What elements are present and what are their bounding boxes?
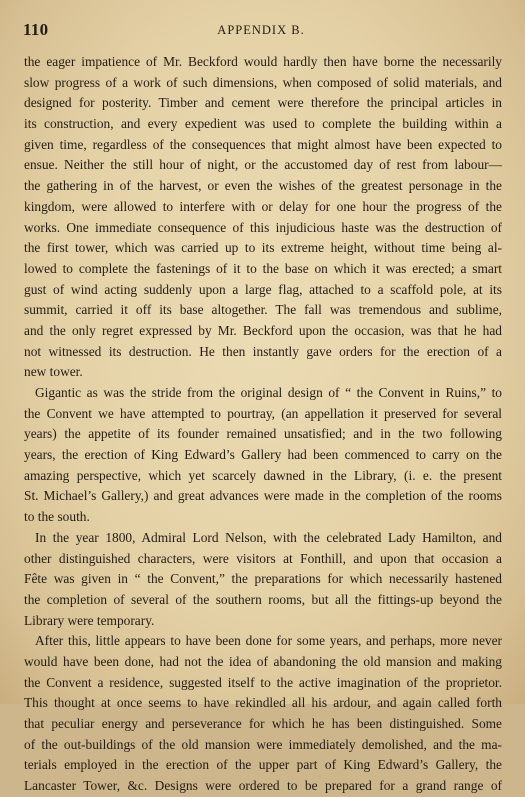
text-line: to the south. (24, 509, 90, 525)
text-line: kingdom, were allowed to interfere with or delay for one hour the progress of the (24, 198, 502, 214)
text-line: designed for posterity. Timber and cement were therefore the principal articles in (24, 95, 502, 111)
text-line: After this, little appears to have been done for some years, and perhaps, more never (35, 633, 502, 649)
text-line: the completion of several of the southern rooms, but all the fittings-up beyond the (24, 591, 502, 607)
text-line: the Convent we have attempted to pourtray, (an appellation it preserved for several (24, 405, 502, 421)
text-line: of the out-buildings of the old mansion were immediately demolished, and the ma- (24, 736, 502, 752)
text-line: Gigantic as was the stride from the original design of “ the Convent in Ruins,” to (35, 385, 502, 400)
text-line: Library were temporary. (24, 612, 155, 628)
text-line: not witnessed its destruction. He then instantly gave orders for the erection of a (24, 343, 502, 359)
text-line: Lancaster Tower, &c. Designs were ordered to be prepared for a grand range of (24, 778, 502, 794)
text-line: This thought at once seems to have rekindled all his ardour, and again called forth (24, 695, 502, 711)
page-header (23, 20, 499, 40)
text-line: lowed to complete the fastenings of it to the base on which it was erected; a smart (24, 260, 502, 276)
text-line: ensue. Neither the still hour of night, or the accustomed day of rest from labour— (24, 157, 502, 173)
text-line: and the only regret expressed by Mr. Beckford upon the occasion, was that he had (24, 322, 502, 338)
text-line: terials employed in the erection of the upper part of King Edward’s Gallery, the (24, 757, 502, 773)
text-line: that peculiar energy and perseverance for which he has been distinguished. Some (24, 716, 502, 731)
running-head: APPENDIX B. (217, 23, 305, 37)
text-line: would have been done, had not the idea of abandoning the old mansion and making (24, 653, 502, 669)
text-line: gust of wind acting suddenly upon a large flag, attached to a scaffold pole, at its (24, 281, 502, 297)
text-line: the eager impatience of Mr. Beckford would hardly then have borne the necessarily (24, 54, 502, 69)
text-line: St. Michael’s Gallery,) and great advances were made in the completion of the rooms (24, 488, 502, 504)
text-line: In the year 1800, Admiral Lord Nelson, with the celebrated Lady Hamilton, and (35, 529, 502, 545)
text-line: years, the erection of King Edward’s Gallery had been commenced to carry on the (24, 447, 502, 463)
text-line: the first tower, which was carried up to its extreme height, without time being al- (24, 240, 502, 256)
text-line: the Convent a residence, suggested itself to the active imagination of the proprietor. (24, 674, 502, 690)
text-line: summit, carried it off its base altogether. The fall was tremendous and sublime, (24, 302, 502, 318)
text-line: years) the appetite of its founder remained unsatisfied; and in the two following (24, 426, 502, 442)
text-line: works. One immediate consequence of this injudicious haste was the destruction of (24, 219, 502, 235)
text-line: new tower. (24, 364, 83, 380)
body-text (24, 52, 502, 797)
text-line: amazing perspective, which yet scarcely dawned in the Library, (i. e. the present (24, 467, 502, 483)
text-line: the gathering in of the harvest, or even the wishes of the greatest personage in the (24, 178, 502, 194)
text-line: its construction, and every expedient was used to complete the building within a (24, 116, 502, 132)
text-line: given time, regardless of the consequences that might almost have been expected to (24, 136, 502, 152)
page-number: 110 (23, 20, 49, 39)
text-line: other distinguished characters, were visitors at Fonthill, and upon that occasion a (24, 550, 502, 566)
text-line: slow progress of a work of such dimensions, when composed of solid materials, and (24, 74, 502, 90)
text-line: Fête was given in “ the Convent,” the preparations for which necessarily hastened (24, 571, 502, 587)
